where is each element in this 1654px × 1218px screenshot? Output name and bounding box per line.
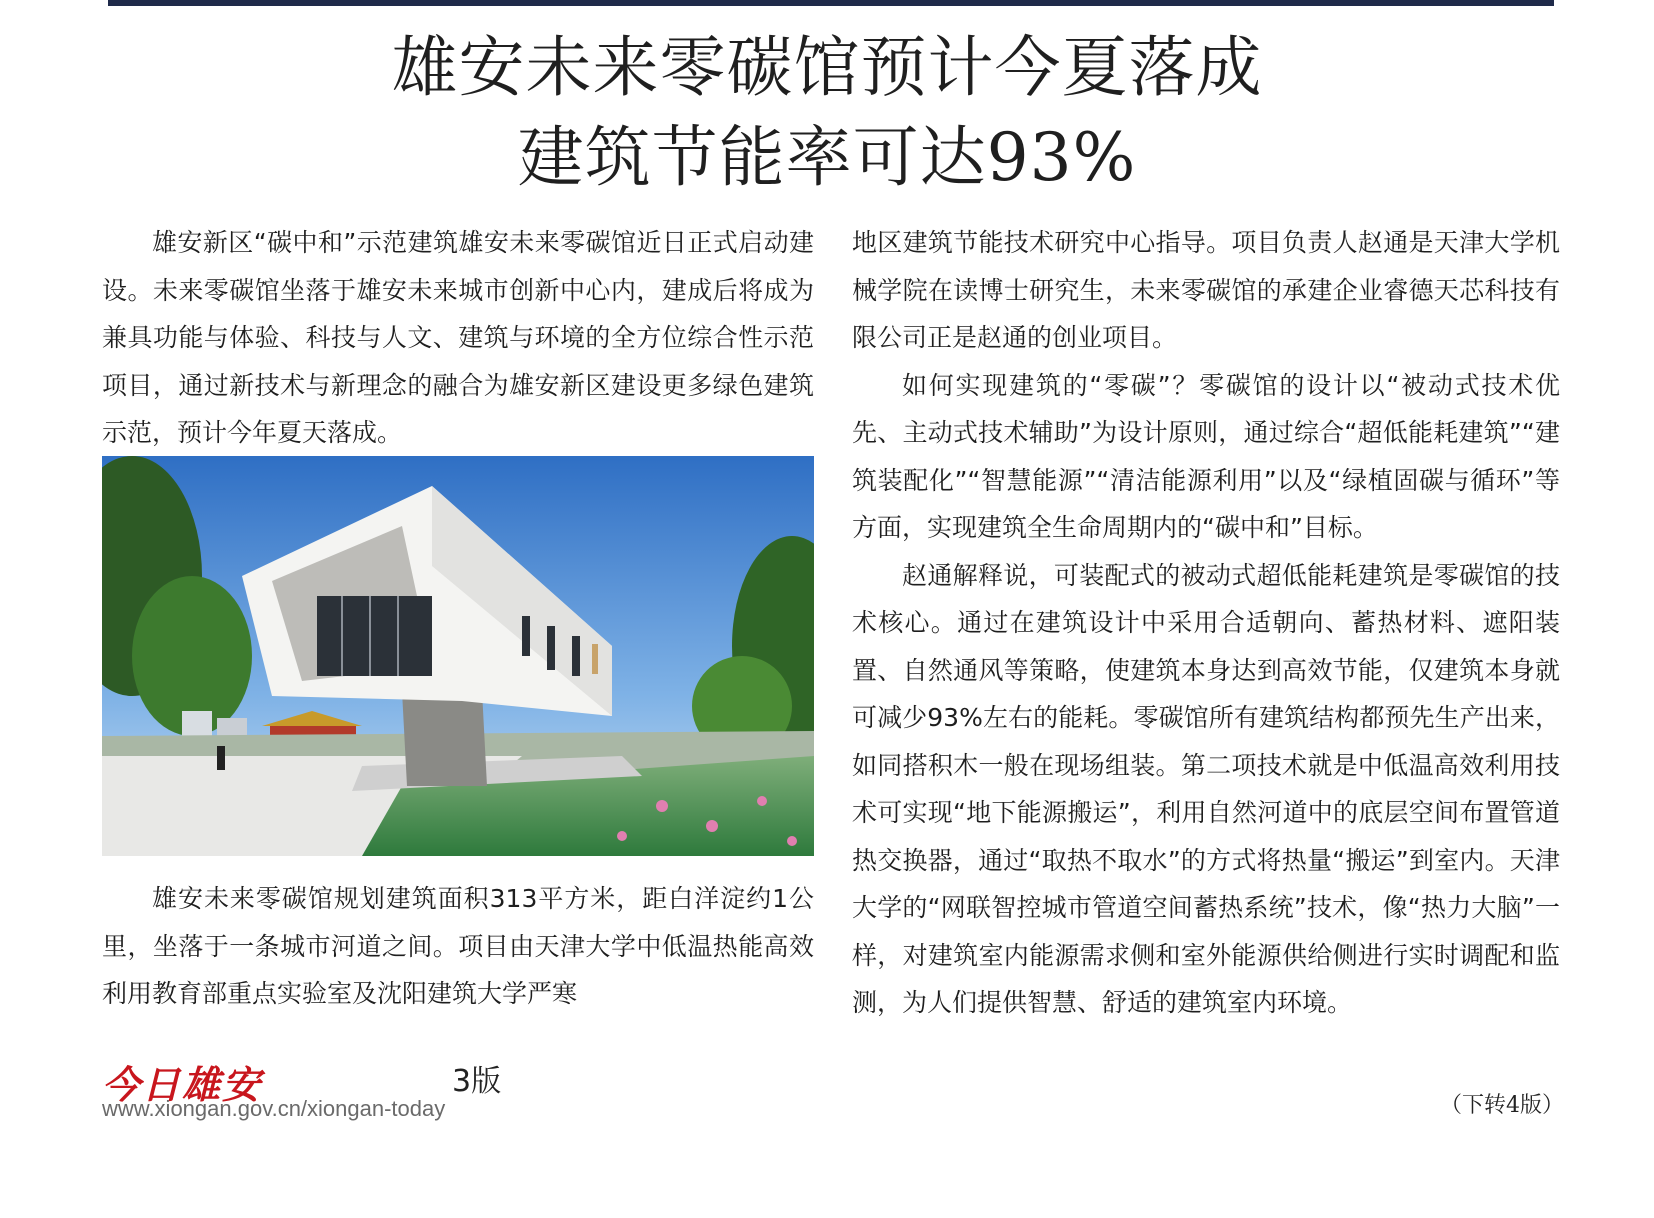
left-column-top [102,219,814,457]
top-rule [108,0,1554,6]
paragraph-project-info: 雄安未来零碳馆规划建筑面积313平方米，距白洋淀约1公里，坐落于一条城市河道之间。项目由天津大学中低温热能高效利用教育部重点实验室及沈阳建筑大学严寒 [102,884,814,1008]
masthead-logo: 今日雄安 [102,1062,263,1107]
paragraph-intro: 雄安新区“碳中和”示范建筑雄安未来零碳馆近日正式启动建设。未来零碳馆坐落于雄安未来城市创新中心内，建成后将成为兼具功能与体验、科技与人文、建筑与环境的全方位综合性示范项目，通过新技术与新理念的融合为雄安新区建设更多绿色建筑示范，预计今年夏天落成。 [102,228,814,447]
paragraph-technology: 赵通解释说，可装配式的被动式超低能耗建筑是零碳馆的技术核心。通过在建筑设计中采用合适朝向、蓄热材料、遮阳装置、自然通风等策略，使建筑本身达到高效节能，仅建筑本身就可减少93%左右的能耗。零碳馆所有建筑结构都预先生产出来，如同搭积木一般在现场组装。第二项技术就是中低温高效利用技术可实现“地下能源搬运”，利用自然河道中的底层空间布置管道热交换器，通过“取热不取水”的方式将热量“搬运”到室内。天津大学的“网联智控城市管道空间蓄热系统”技术，像“热力大脑”一样，对建筑室内能源需求侧和室外能源供给侧进行实时调配和监测，为人们提供智慧、舒适的建筑室内环境。 [852,560,1560,1017]
right-column [852,219,1560,1027]
headline-line-1: 雄安未来零碳馆预计今夏落成 [391,29,1263,106]
paragraph-project-info-continued: 地区建筑节能技术研究中心指导。项目负责人赵通是天津大学机械学院在读博士研究生，未来零碳馆的承建企业睿德天芯科技有限公司正是赵通的创业项目。 [852,228,1560,352]
building-rendering-photo [102,456,814,856]
page-number: 3版 [452,1064,502,1099]
continued-note: （下转4版） [1440,1093,1564,1118]
site-url: www.xiongan.gov.cn/xiongan-today [102,1096,446,1121]
paragraph-design-principle: 如何实现建筑的“零碳”？零碳馆的设计以“被动式技术优先、主动式技术辅助”为设计原则，通过综合“超低能耗建筑”“建筑装配化”“智慧能源”“清洁能源利用”以及“绿植固碳与循环”等方面，实现建筑全生命周期内的“碳中和”目标。 [852,370,1560,542]
headline-line-2: 建筑节能率可达93% [517,119,1137,196]
left-column-bottom [102,875,814,1018]
